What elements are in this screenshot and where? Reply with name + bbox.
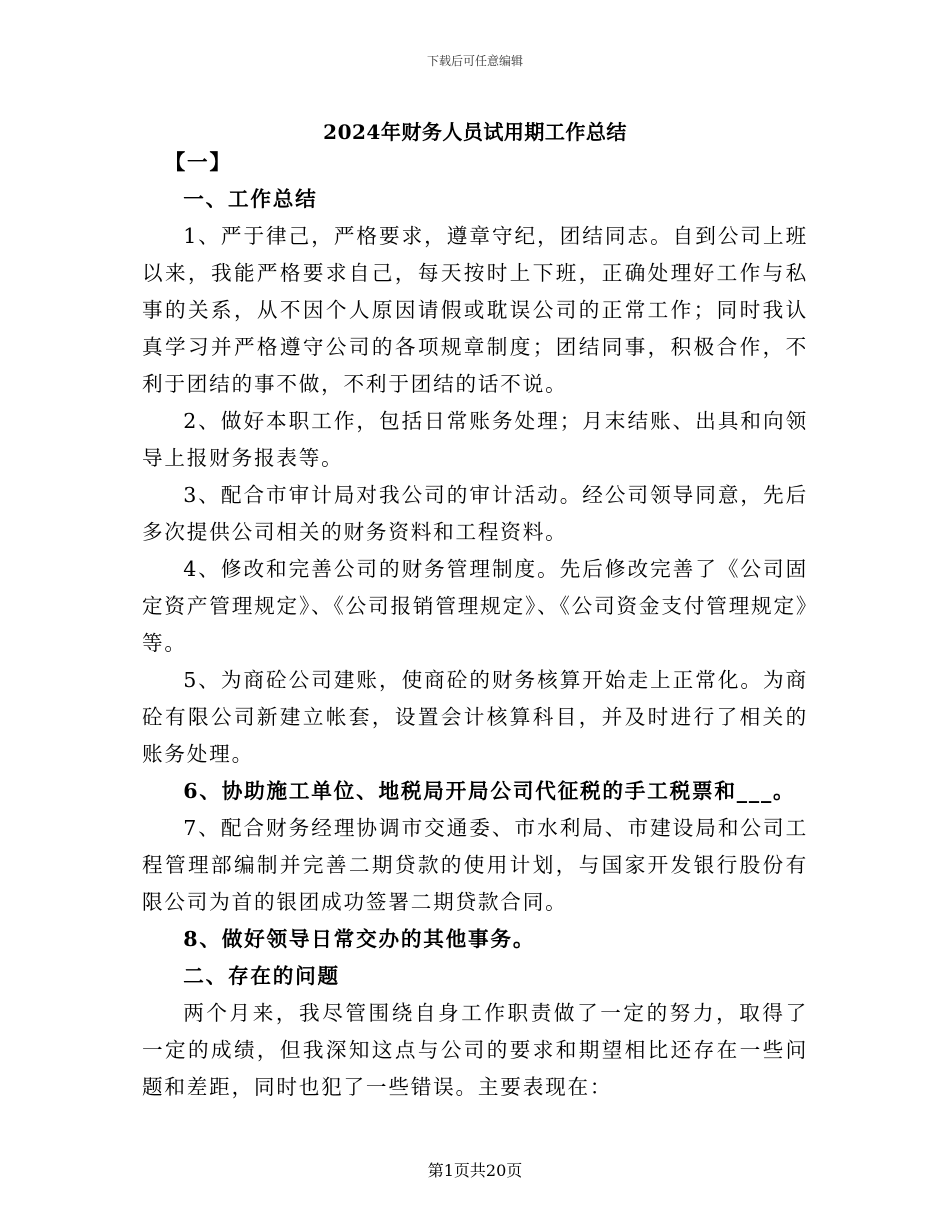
page-footer-number: 第1页共20页 — [427, 1161, 523, 1180]
paragraph-item-1: 1、严于律己，严格要求，遵章守纪，团结同志。自到公司上班以来，我能严格要求自己，每天按时上下班，正确处理好工作与私事的关系，从不因个人原因请假或耽误公司的正常工作；同时我认真学习并严格遵守公司的各项规章制度；团结同事，积极合作，不利于团结的事不做，不利于团结的话不说。 — [142, 224, 808, 396]
paragraph-item-4: 4、修改和完善公司的财务管理制度。先后修改完善了《公司固定资产管理规定》、《公司报销管理规定》、《公司资金支付管理规定》等。 — [142, 557, 808, 655]
section-heading-problems: 二、存在的问题 — [183, 964, 340, 988]
paragraph-item-3: 3、配合市审计局对我公司的审计活动。经公司领导同意，先后多次提供公司相关的财务资料和工程资料。 — [142, 483, 808, 544]
section-marker: 【一】 — [164, 150, 232, 174]
paragraph-problems-intro: 两个月来，我尽管围绕自身工作职责做了一定的努力，取得了一定的成绩，但我深知这点与公司的要求和期望相比还存在一些问题和差距，同时也犯了一些错误。主要表现在： — [142, 1001, 808, 1099]
page-header-note: 下载后可任意编辑 — [426, 54, 523, 68]
paragraph-item-7: 7、配合财务经理协调市交通委、市水利局、市建设局和公司工程管理部编制并完善二期贷款的使用计划，与国家开发银行股份有限公司为首的银团成功签署二期贷款合同。 — [142, 816, 808, 914]
paragraph-item-8: 8、做好领导日常交办的其他事务。 — [183, 927, 536, 951]
document-body — [142, 144, 808, 1106]
paragraph-item-2: 2、做好本职工作，包括日常账务处理；月末结账、出具和向领导上报财务报表等。 — [142, 409, 808, 470]
paragraph-item-6: 6、协助施工单位、地税局开局公司代征税的手工税票和___。 — [183, 779, 796, 803]
section-heading-work-summary: 一、工作总结 — [183, 187, 318, 211]
paragraph-item-5: 5、为商砼公司建账，使商砼的财务核算开始走上正常化。为商砼有限公司新建立帐套，设置会计核算科目，并及时进行了相关的账务处理。 — [142, 668, 808, 766]
document-title: 2024年财务人员试用期工作总结 — [323, 120, 627, 144]
